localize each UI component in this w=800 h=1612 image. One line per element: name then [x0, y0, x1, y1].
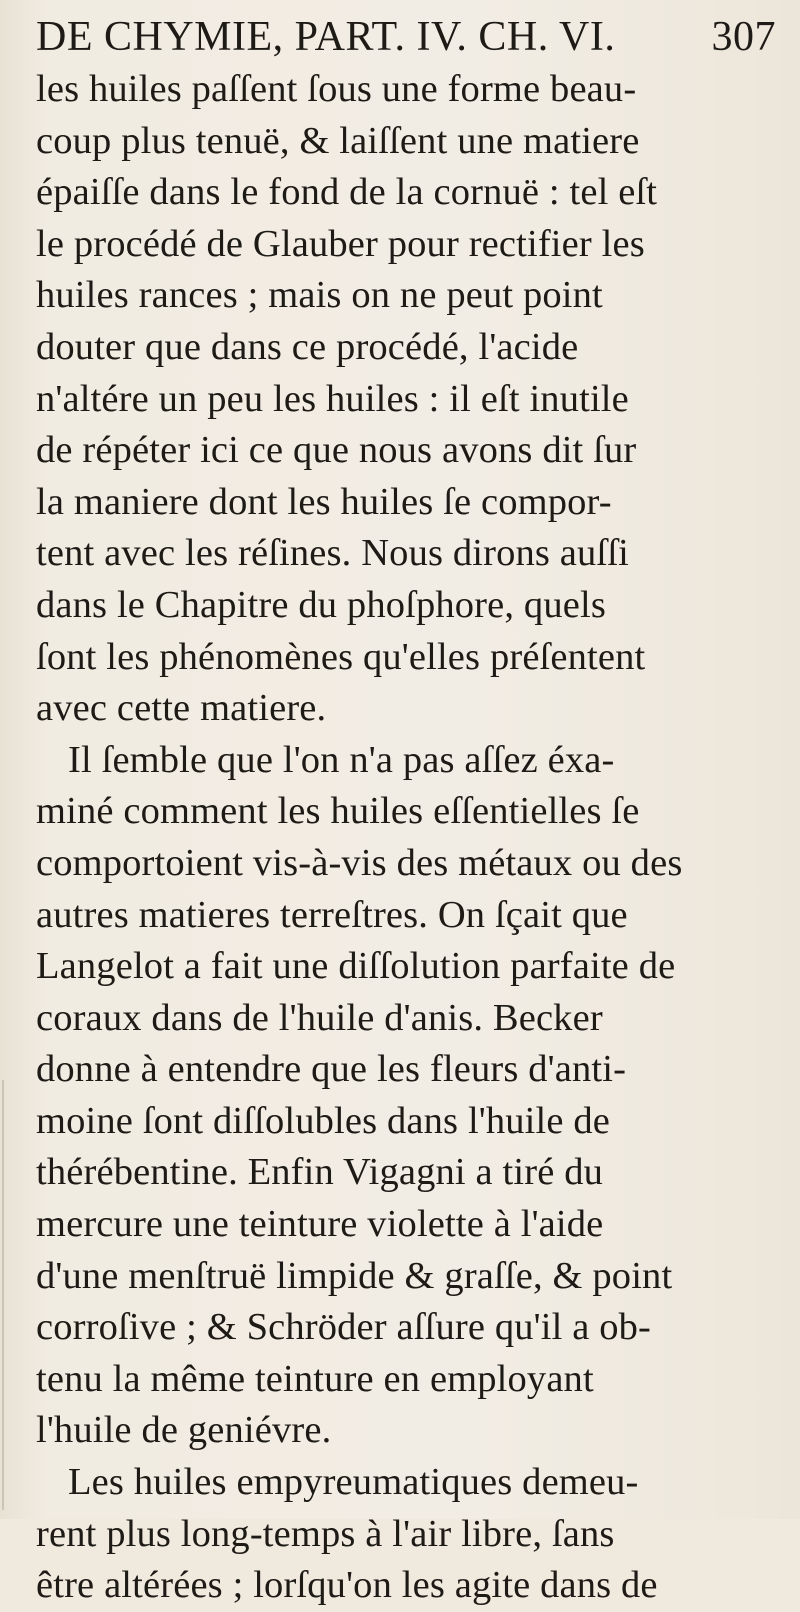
text-line: être altérées ; lorſqu'on les agite dans de [36, 1564, 658, 1607]
paragraph-start-line: Les huiles empyreumatiques demeu- [68, 1461, 639, 1504]
text-line: n'altére un peu les huiles : il eſt inutile [36, 377, 629, 420]
text-line: les huiles paſſent ſous une forme beau- [36, 68, 637, 110]
text-line: coraux dans de l'huile d'anis. Becker [36, 996, 603, 1039]
body-text [36, 64, 796, 1612]
text-line: autres matieres terreſtres. On ſçait que [36, 893, 628, 936]
text-line: ſont les phénomènes qu'elles préſentent [36, 635, 646, 678]
text-line: le procédé de Glauber pour rectifier les [36, 222, 645, 265]
paragraph-start-line: Il ſemble que l'on n'a pas aſſez éxa- [68, 738, 615, 781]
text-line: avec cette matiere. [36, 687, 327, 730]
text-line: donne à entendre que les fleurs d'anti- [36, 1048, 627, 1091]
text-line: mercure une teinture violette à l'aide [36, 1203, 604, 1246]
text-line: douter que dans ce procédé, l'acide [36, 325, 579, 368]
text-line: coup plus tenuë, & laiſſent une matiere [36, 119, 640, 162]
text-line: huiles rances ; mais on ne peut point [36, 274, 603, 317]
text-line: tenu la même teinture en employant [36, 1357, 594, 1400]
text-line: corroſive ; & Schröder aſſure qu'il a ob- [36, 1306, 651, 1349]
text-line: comportoient vis-à-vis des métaux ou des [36, 841, 683, 884]
text-line: la maniere dont les huiles ſe compor- [36, 480, 612, 523]
text-line: d'une menſtruë limpide & graſſe, & point [36, 1254, 673, 1297]
text-line: miné comment les huiles eſſentielles ſe [36, 790, 640, 833]
text-line: de répéter ici ce que nous avons dit ſur [36, 429, 637, 472]
text-line: épaiſſe dans le fond de la cornuë : tel eſt [36, 171, 658, 214]
running-head-title: DE CHYMIE, PART. IV. CH. VI. [36, 14, 616, 60]
page-number: 307 [711, 14, 776, 60]
text-line: thérébentine. Enfin Vigagni a tiré du [36, 1151, 604, 1194]
text-line: Langelot a fait une diſſolution parfaite de [36, 945, 676, 988]
text-line: dans le Chapitre du phoſphore, quels [36, 583, 606, 626]
text-line: l'huile de geniévre. [36, 1409, 332, 1452]
text-line: rent plus long-temps à l'air libre, ſans [36, 1512, 615, 1555]
text-line: moine ſont diſſolubles dans l'huile de [36, 1099, 611, 1142]
running-head [36, 8, 776, 66]
text-line: tent avec les réſines. Nous dirons auſſi [36, 532, 629, 575]
page-edge-rule [2, 1080, 4, 1510]
